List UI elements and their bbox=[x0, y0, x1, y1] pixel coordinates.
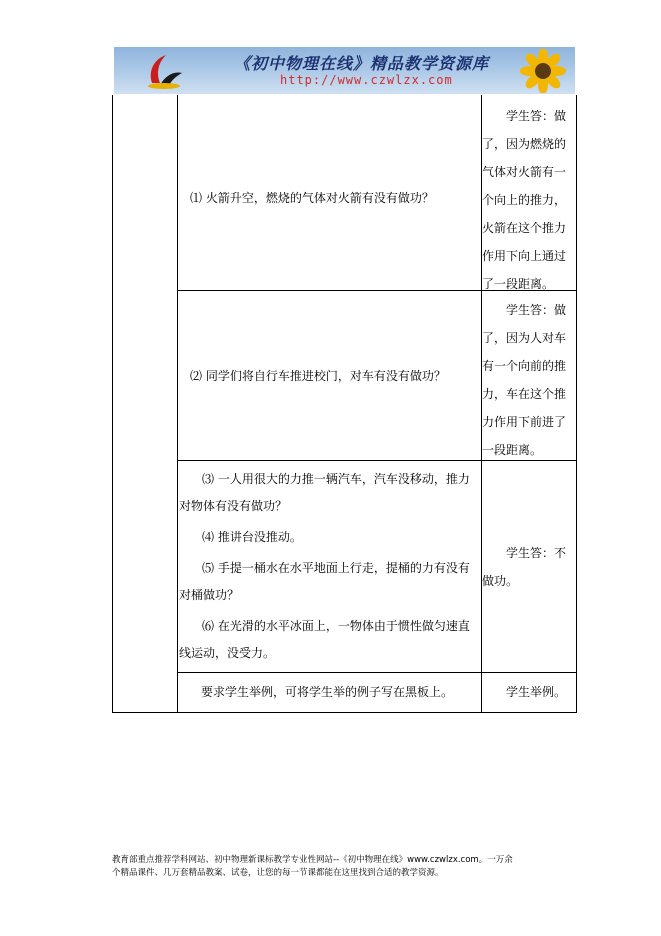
answer-text: 学生答：做了，因为燃烧的气体对火箭有一个向上的推力，火箭在这个推力作用下向上通过了一段距离。 bbox=[482, 109, 567, 291]
answer-cell bbox=[482, 102, 576, 298]
question-cell bbox=[190, 184, 480, 212]
sunflower-icon bbox=[517, 49, 569, 93]
question-text: 要求学生举例，可将学生举的例子写在黑板上。 bbox=[201, 685, 454, 699]
question-text: ⑴ 火箭升空，燃烧的气体对火箭有没有做功？ bbox=[190, 191, 434, 205]
footer-line: 个精品课件、几万套精品教案、试卷，让您的每一节课都能在这里找到合适的教学资源。 bbox=[112, 868, 444, 878]
banner-title: 《初中物理在线》精品教学资源库 bbox=[234, 54, 490, 73]
question-text: ⑸ 手提一桶水在水平地面上行走，提桶的力有没有对桶做功？ bbox=[179, 561, 470, 602]
answer-text: 学生举例。 bbox=[506, 685, 567, 699]
question-text: ⑵ 同学们将自行车推进校门，对车有没有做功？ bbox=[190, 369, 446, 383]
question-cell bbox=[201, 678, 479, 706]
question-cell bbox=[190, 362, 480, 390]
table-column-divider bbox=[177, 95, 178, 713]
question-text: ⑷ 推讲台没推动。 bbox=[202, 530, 302, 544]
header-banner bbox=[114, 47, 575, 94]
banner-url: http://www.czwlzx.com bbox=[280, 73, 453, 87]
table-border-bottom bbox=[112, 712, 577, 713]
table-border-right bbox=[576, 95, 577, 713]
answer-cell bbox=[482, 678, 576, 706]
answer-cell bbox=[482, 296, 576, 464]
question-text: ⑶ 一人用很大的力推一辆汽车，汽车没移动，推力对物体有没有做功？ bbox=[179, 472, 470, 513]
footer-line: 教育部重点推荐学科网站、初中物理新课标教学专业性网站--《初中物理在线》www.czwlzx.com。一万余 bbox=[112, 855, 513, 865]
question-cell bbox=[179, 466, 481, 667]
answer-text: 学生答：不做功。 bbox=[482, 546, 567, 588]
site-logo-icon bbox=[144, 53, 184, 89]
answer-cell bbox=[482, 539, 576, 595]
table-border-left bbox=[112, 95, 113, 713]
question-text: ⑹ 在光滑的水平冰面上，一物体由于惯性做匀速直线运动，没受力。 bbox=[179, 619, 470, 660]
footer-text bbox=[112, 854, 582, 880]
answer-text: 学生答：做了，因为人对车有一个向前的推力，车在这个推力作用下前进了一段距离。 bbox=[482, 303, 567, 457]
table-row-divider bbox=[177, 672, 577, 673]
